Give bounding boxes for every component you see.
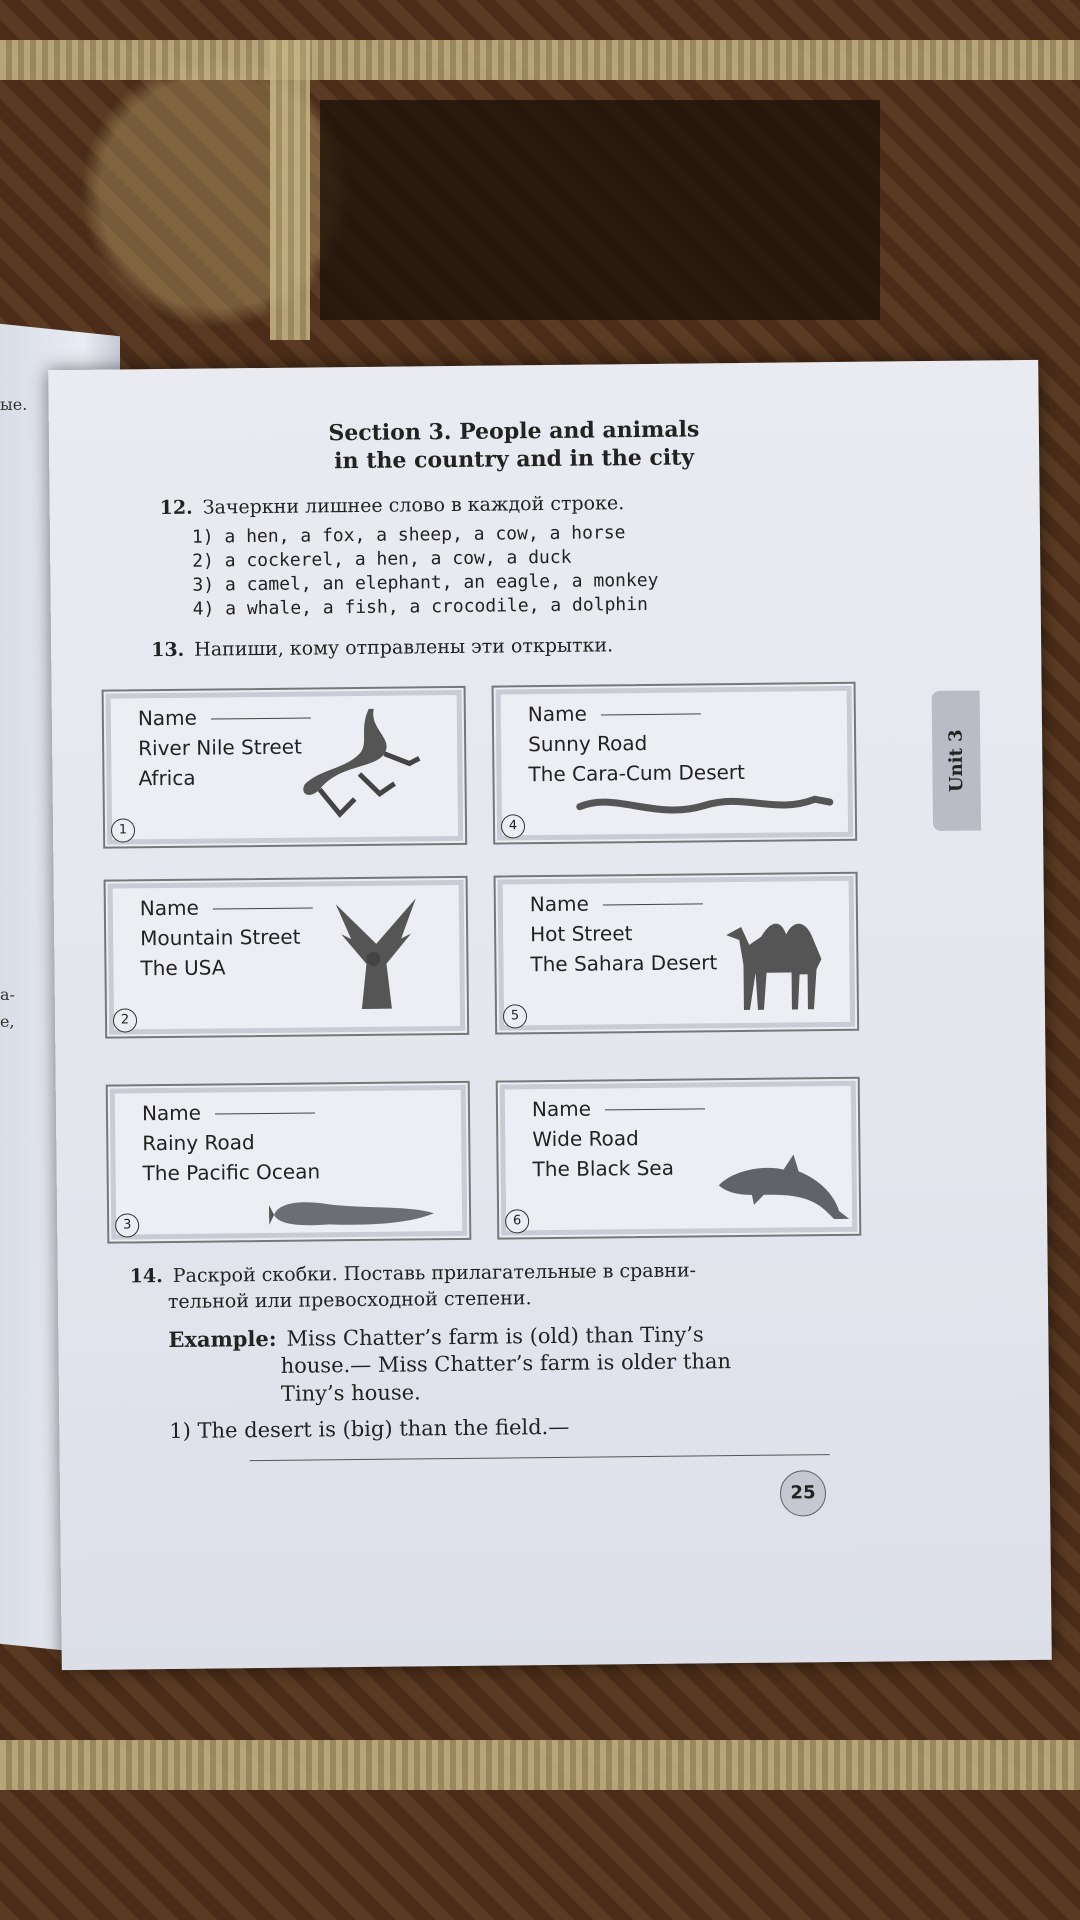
name-label: Name bbox=[139, 895, 199, 921]
address-place: Africa bbox=[138, 765, 196, 791]
address-place: The USA bbox=[140, 955, 226, 981]
fish-icon bbox=[269, 1193, 439, 1235]
left-page-text: ые. bbox=[0, 395, 28, 414]
camel-icon bbox=[721, 914, 842, 1015]
exercise-12-item: 2) a cockerel, a hen, a cow, a duck bbox=[192, 546, 572, 572]
card-number-badge: 2 bbox=[113, 1008, 137, 1032]
exercise-12-item: 4) a whale, a fish, a crocodile, a dolphin bbox=[192, 593, 648, 620]
exercise-14-instruction-cont: тельной или превосходной степени. bbox=[167, 1287, 532, 1314]
address-street: Hot Street bbox=[530, 921, 633, 947]
carpet-dark-panel bbox=[320, 100, 880, 320]
card-number-badge: 1 bbox=[111, 818, 135, 842]
name-answer-line[interactable] bbox=[603, 903, 703, 905]
crocodile-icon bbox=[299, 698, 440, 829]
address-place: The Black Sea bbox=[532, 1155, 675, 1182]
name-label: Name bbox=[137, 705, 198, 731]
postcard-4 bbox=[492, 682, 858, 845]
postcard-6 bbox=[496, 1077, 862, 1240]
postcard-5 bbox=[494, 872, 860, 1035]
exercise-13-heading: 13. Напиши, кому отправлены эти открытки. bbox=[151, 634, 614, 662]
address-street: Mountain Street bbox=[140, 924, 301, 951]
carpet-border-vertical bbox=[270, 40, 310, 340]
name-answer-line[interactable] bbox=[605, 1108, 705, 1110]
postcard-3 bbox=[106, 1081, 472, 1244]
dolphin-icon bbox=[713, 1149, 854, 1230]
card-number-badge: 5 bbox=[503, 1004, 527, 1028]
name-answer-line[interactable] bbox=[601, 713, 701, 715]
exercise-12-item: 3) a camel, an elephant, an eagle, a monkey bbox=[192, 569, 659, 596]
carpet-border-bottom bbox=[0, 1740, 1080, 1790]
card-number-badge: 3 bbox=[115, 1213, 139, 1237]
workbook-page bbox=[48, 360, 1052, 1670]
exercise-14-task-1: 1) The desert is (big) than the field.— bbox=[169, 1414, 570, 1444]
unit-tab: Unit 3 bbox=[932, 690, 981, 830]
example-line: Tiny’s house. bbox=[280, 1380, 421, 1406]
page-number: 25 bbox=[780, 1470, 826, 1516]
exercise-12-item: 1) a hen, a fox, a sheep, a cow, a horse bbox=[191, 522, 626, 548]
name-label: Name bbox=[141, 1100, 202, 1126]
address-street: Sunny Road bbox=[528, 730, 648, 757]
name-label: Name bbox=[527, 701, 587, 727]
postcard-1 bbox=[102, 686, 468, 849]
example-line: Example: Miss Chatter’s farm is (old) than Tiny’s bbox=[168, 1322, 704, 1353]
carpet-border-top bbox=[0, 40, 1080, 80]
eagle-icon bbox=[331, 893, 422, 1019]
name-answer-line[interactable] bbox=[215, 1112, 315, 1114]
address-street: Rainy Road bbox=[142, 1130, 255, 1156]
name-label: Name bbox=[531, 1096, 592, 1122]
answer-line[interactable] bbox=[250, 1454, 830, 1461]
example-line: house.— Miss Chatter’s farm is older than bbox=[280, 1349, 732, 1378]
left-page-text: е, bbox=[0, 1012, 15, 1031]
exercise-12-heading: 12. Зачеркни лишнее слово в каждой строке. bbox=[159, 492, 625, 520]
card-number-badge: 4 bbox=[501, 814, 525, 838]
snake-icon bbox=[575, 784, 835, 827]
address-place: The Sahara Desert bbox=[530, 950, 718, 977]
address-street: River Nile Street bbox=[138, 734, 302, 761]
left-page-text: а- bbox=[0, 985, 15, 1004]
postcard-2 bbox=[104, 876, 470, 1039]
name-label: Name bbox=[529, 891, 589, 917]
address-street: Wide Road bbox=[532, 1126, 639, 1152]
name-answer-line[interactable] bbox=[213, 907, 313, 909]
name-answer-line[interactable] bbox=[211, 717, 311, 719]
address-place: The Pacific Ocean bbox=[142, 1159, 321, 1186]
exercise-14-heading: 14. Раскрой скобки. Поставь прилагательные в сравни- bbox=[129, 1259, 697, 1288]
address-place: The Cara-Cum Desert bbox=[528, 759, 746, 787]
section-title: Section 3. People and animals in the country and in the city bbox=[328, 416, 700, 475]
card-number-badge: 6 bbox=[505, 1209, 529, 1233]
